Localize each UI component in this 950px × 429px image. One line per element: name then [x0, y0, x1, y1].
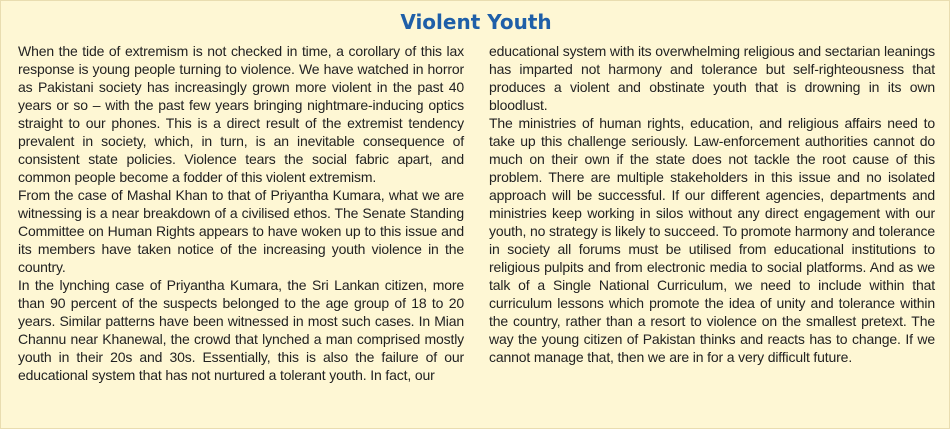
- paragraph: The ministries of human rights, education, and religious affairs need to take up this challenge seriously. Law-enforcement authorities cannot do much on their own if the state does not tackle the root cause of this problem. There are multiple stakeholders in this issue and no isolated approach will be successful. If our different agencies, departments and ministries keep working in silos without any direct engagement with our youth, no strategy is likely to succeed. To promote harmony and tolerance in society all forums must be utilised from educational institutions to religious pulpits and from electronic media to social platforms. And as we talk of a Single National Curriculum, we need to include within that curriculum lessons which promote the idea of unity and tolerance within the country, rather than a resort to violence on the smallest pretext. The way the young citizen of Pakistan thinks and reacts has to change. If we cannot manage that, then we are in for a very difficult future.: [489, 115, 935, 365]
- article-body: [18, 42, 935, 384]
- paragraph: educational system with its overwhelming religious and sectarian leanings has imparted not harmony and tolerance but self-righteousness that produces a violent and obstinate youth that is drowning in its own bloodlust.: [489, 43, 935, 113]
- paragraph: From the case of Mashal Khan to that of Priyantha Kumara, what we are witnessing is a near breakdown of a civilised ethos. The Senate Standing Committee on Human Rights appears to have woken up to this issue and its members have taken notice of the increasing youth violence in the country.: [18, 187, 464, 275]
- paragraph: When the tide of extremism is not checked in time, a corollary of this lax response is young people turning to violence. We have watched in horror as Pakistani society has increasingly grown more violent in the past 40 years or so – with the past few years bringing nightmare-inducing optics straight to our phones. This is a direct result of the extremist tendency prevalent in society, which, in turn, is an inevitable consequence of consistent state policies. Violence tears the social fabric apart, and common people become a fodder of this violent extremism.: [18, 43, 464, 185]
- paragraph: In the lynching case of Priyantha Kumara, the Sri Lankan citizen, more than 90 percent of the suspects belonged to the age group of 18 to 20 years. Similar patterns have been witnessed in most such cases. In Mian Channu near Khanewal, the crowd that lynched a man comprised mostly youth in their 20s and 30s. Essentially, this is also the failure of our educational system that has not nurtured a tolerant youth. In fact, our: [18, 277, 464, 383]
- article-title: Violent Youth: [400, 10, 552, 34]
- left-column: [18, 42, 464, 384]
- right-column: [489, 42, 935, 384]
